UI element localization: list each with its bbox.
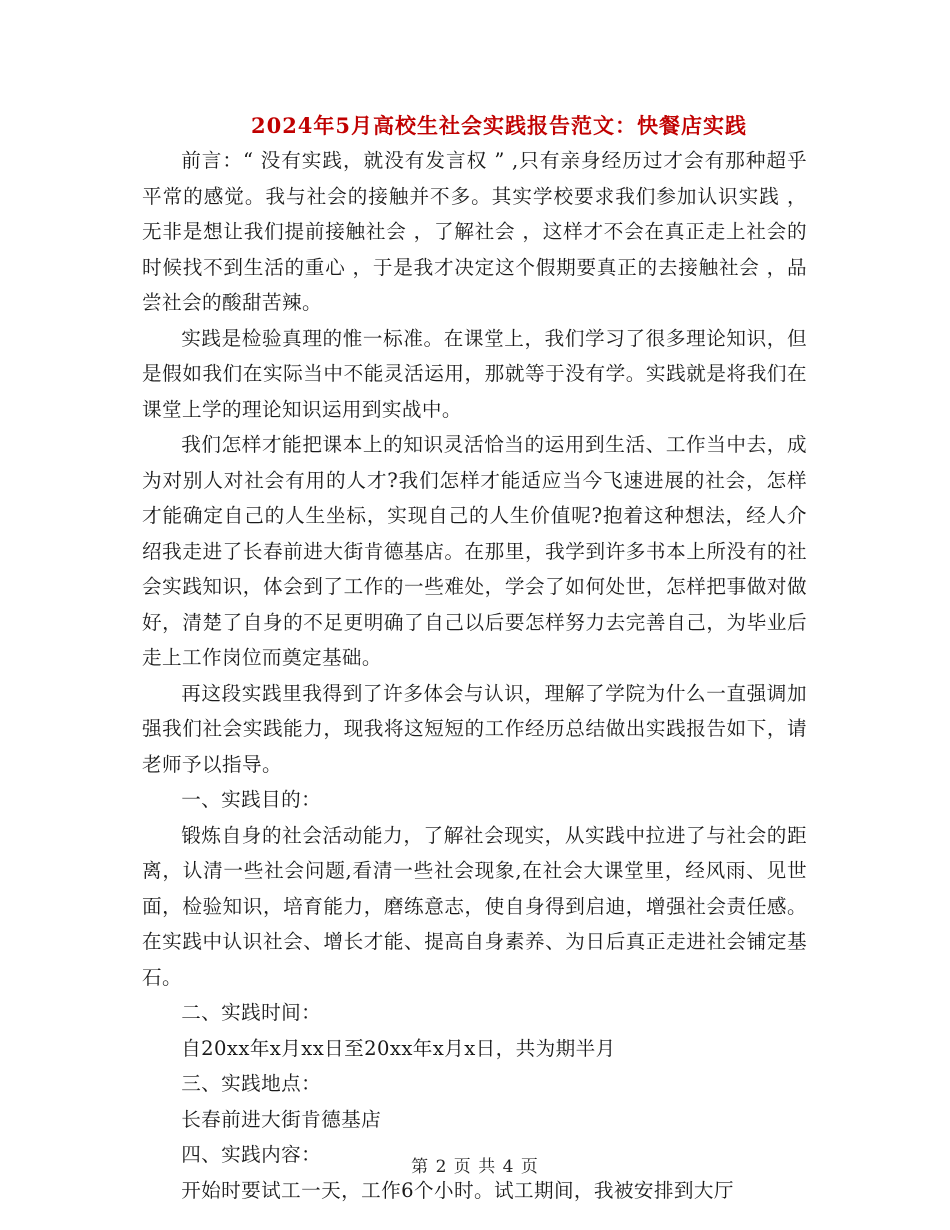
section-heading-purpose: 一、实践目的： [181,788,322,811]
document-title: 2024年5月高校生社会实践报告范文：快餐店实践 [250,113,748,138]
paragraph-location: 长春前进大街肯德基店 [181,1107,382,1131]
page-footer: 第 2 页 共 4 页 [411,1157,539,1177]
section-heading-time: 二、实践时间： [181,1001,322,1024]
section-heading-content: 四、实践内容： [181,1143,322,1166]
paragraph-purpose: 锻炼自身的社会活动能力，了解社会现实，从实践中拉进了与社会的距离，认清一些社会问题,看清一些社会现象,在社会大课堂里，经风雨、见世面，检验知识，培育能力，磨练意志，使自身得到启迪，增强社会责任感。在实践中认识社会、增长才能、提高自身素养、为日后真正走进社会铺定基石。 [142,823,807,989]
paragraph-preface: 前言：“ 没有实践，就没有发言权 ” ,只有亲身经历过才会有那种超乎平常的感觉。我与社会的接触并不多。其实学校要求我们参加认识实践 ，无非是想让我们提前接触社会 ，了解社会 ，这样才不会在真正走上社会的时候找不到生活的重心 ，于是我才决定这个假期要真正的去接触社会 ，品尝社会的酸甜苦辣。 [142,149,807,314]
paragraph-time: 自20xx年x月xx日至20xx年x月x日，共为期半月 [181,1036,616,1060]
paragraph-content: 开始时要试工一天，工作6个小时。试工期间，我被安排到大厅 [181,1178,734,1202]
document-body [142,143,807,1208]
paragraph-how-to-apply: 我们怎样才能把课本上的知识灵活恰当的运用到生活、工作当中去，成为对别人对社会有用的人才?我们怎样才能适应当今飞速进展的社会，怎样才能确定自己的人生坐标，实现自己的人生价值呢?抱着这种想法，经人介绍我走进了长春前进大街肯德基店。在那里，我学到许多书本上所没有的社会实践知识，体会到了工作的一些难处，学会了如何处世，怎样把事做对做好，清楚了自身的不足更明确了自己以后要怎样努力去完善自己，为毕业后走上工作岗位而奠定基础。 [142,433,807,669]
paragraph-report-intro: 再这段实践里我得到了许多体会与认识，理解了学院为什么一直强调加强我们社会实践能力，现我将这短短的工作经历总结做出实践报告如下，请老师予以指导。 [142,681,807,776]
paragraph-practice-truth: 实践是检验真理的惟一标准。在课堂上，我们学习了很多理论知识，但是假如我们在实际当中不能灵活运用，那就等于没有学。实践就是将我们在课堂上学的理论知识运用到实战中。 [142,326,807,421]
section-heading-location: 三、实践地点： [181,1072,322,1095]
